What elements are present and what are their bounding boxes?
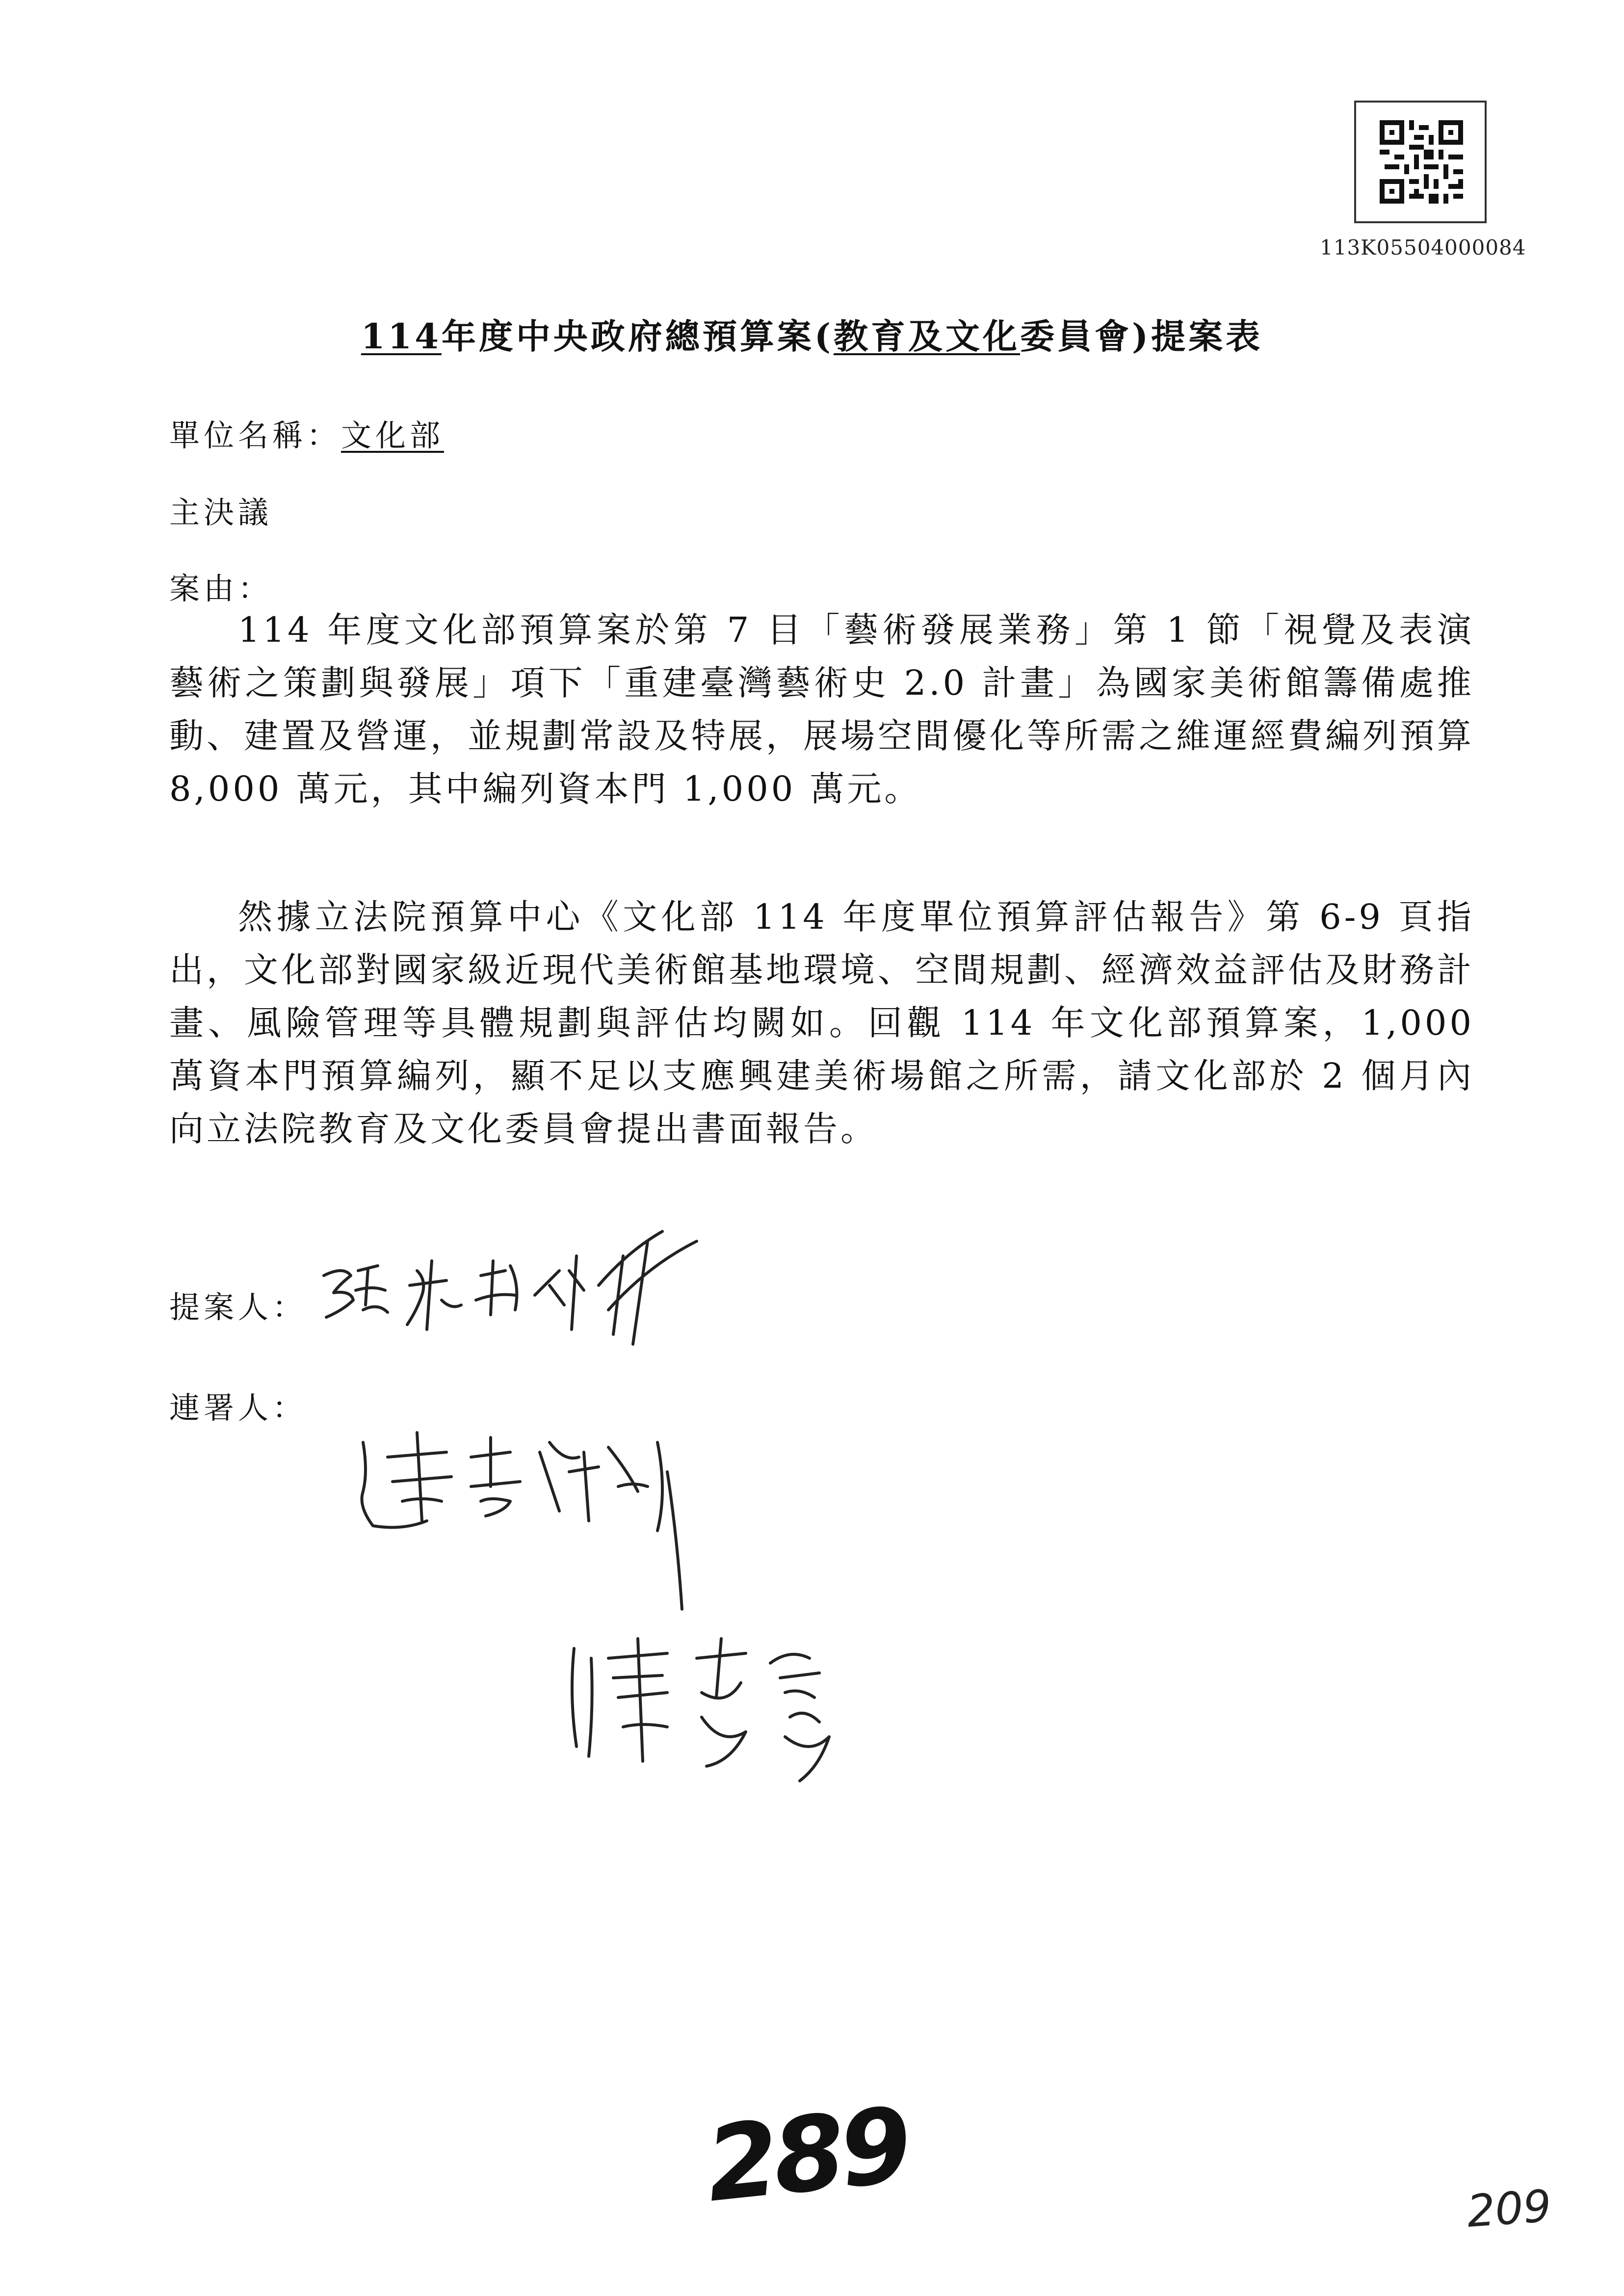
unit-value: 文化部 xyxy=(341,417,445,453)
cosigner-signature-1 xyxy=(343,1413,736,1619)
unit-line xyxy=(169,411,444,455)
unit-label: 單位名稱： xyxy=(169,417,341,453)
cosigner-label: 連署人： xyxy=(169,1390,307,1426)
decision-type: 主決議 xyxy=(169,495,273,530)
title-part1: 年度中央政府總預算案( xyxy=(441,316,834,357)
proposer-label: 提案人： xyxy=(169,1289,307,1325)
cosigner-signature-2 xyxy=(554,1619,908,1805)
page-title xyxy=(0,309,1624,359)
page-number-center: 289 xyxy=(701,2085,913,2225)
reason-paragraph-2: 然據立法院預算中心《文化部 114 年度單位預算評估報告》第 6-9 頁指出，文化部對國家級近現代美術館基地環境、空間規劃、經濟效益評估及財務計畫、風險管理等具體規劃與評估均闕如。回觀 114 年文化部預算案，1,000 萬資本門預算編列，顯不足以支應興建美術場館之所需，請文化部於 2 個月內向立法院教育及文化委員會提出書面報告。 xyxy=(169,897,1474,1149)
reason-label: 案由： xyxy=(169,571,273,606)
title-part2: 委員會)提案表 xyxy=(1020,316,1263,357)
reason-paragraph-1: 114 年度文化部預算案於第 7 目「藝術發展業務」第 1 節「視覺及表演藝術之策劃與發展」項下「重建臺灣藝術史 2.0 計畫」為國家美術館籌備處推動、建置及營運，並規劃常設及特展，展場空間優化等所需之維運經費編列預算 8,000 萬元，其中編列資本門 1,000 萬元。 xyxy=(169,610,1474,809)
document-id: 113K05504000084 xyxy=(1320,235,1526,260)
title-year: 114 xyxy=(361,316,442,357)
page-number-corner: 209 xyxy=(1465,2180,1553,2238)
title-committee: 教育及文化 xyxy=(834,316,1021,357)
proposer-signature xyxy=(304,1212,746,1359)
qr-code-icon xyxy=(1380,120,1463,204)
qr-code-box xyxy=(1354,101,1487,223)
